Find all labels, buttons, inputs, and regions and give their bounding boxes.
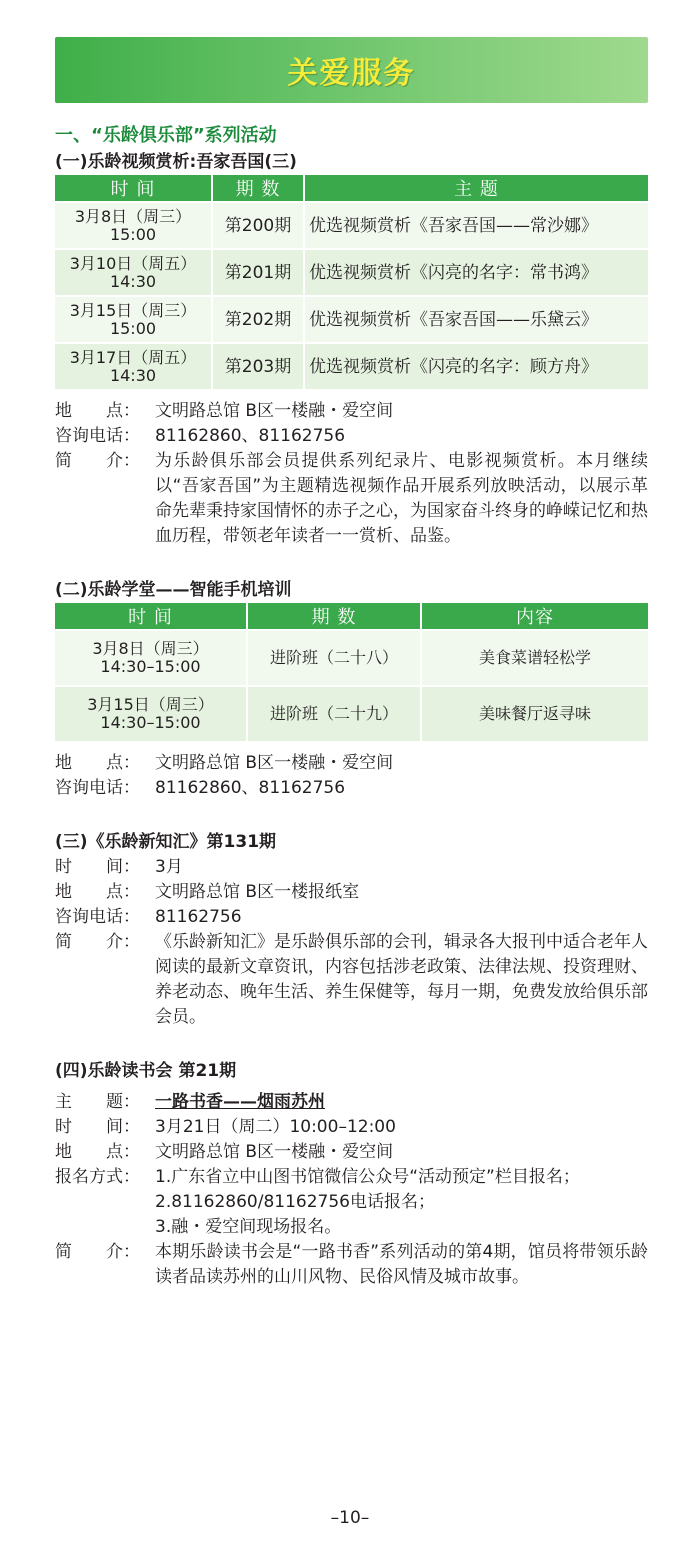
place-label: 地 点： <box>55 753 140 773</box>
signup-method-2: 2.81162860/81162756电话报名； <box>155 1192 436 1212</box>
table-header: 时 间 <box>55 175 212 202</box>
info-block-3 <box>55 855 648 1030</box>
intro-label: 简 介： <box>55 932 140 952</box>
table-cell-time: 3月15日（周三） 14:30–15:00 <box>55 686 247 741</box>
intro-label: 简 介： <box>55 451 140 471</box>
table-cell-time: 3月17日（周五） 14:30 <box>55 343 212 389</box>
table-row <box>55 249 648 296</box>
table-header: 期 数 <box>247 603 421 630</box>
place-value: 文明路总馆 B区一楼融・爱空间 <box>155 401 394 421</box>
table-row <box>55 686 648 741</box>
time-value: 3月21日（周二）10:00–12:00 <box>155 1117 396 1137</box>
signup-method-1: 1.广东省立中山图书馆微信公众号“活动预定”栏目报名； <box>155 1167 580 1187</box>
table-cell-time: 3月8日（周三） 15:00 <box>55 202 212 249</box>
signup-methods <box>155 1165 648 1240</box>
table-cell-issue: 第203期 <box>212 343 304 389</box>
table-header: 内容 <box>421 603 648 630</box>
table-cell-topic: 优选视频赏析《吾家吾国——常沙娜》 <box>304 202 648 249</box>
subsection-title-4: (四)乐龄读书会 第21期 <box>55 1061 237 1081</box>
phone-label: 咨询电话： <box>55 426 140 446</box>
table-row <box>55 630 648 686</box>
intro-label: 简 介： <box>55 1242 140 1262</box>
video-schedule-table <box>55 175 648 389</box>
banner-title: 关爱服务 <box>287 56 416 91</box>
table-header-row <box>55 175 648 202</box>
theme-value: 一路书香——烟雨苏州 <box>155 1092 325 1112</box>
intro-text: 本期乐龄读书会是“一路书香”系列活动的第4期，馆员将带领乐龄读者品读苏州的山川风物、民俗风情及城市故事。 <box>155 1242 648 1287</box>
time-label: 时 间： <box>55 857 140 877</box>
table-cell-topic: 优选视频赏析《吾家吾国——乐黛云》 <box>304 296 648 343</box>
table-cell-time: 3月15日（周三） 15:00 <box>55 296 212 343</box>
table-header: 主 题 <box>304 175 648 202</box>
intro-text: 《乐龄新知汇》是乐龄俱乐部的会刊，辑录各大报刊中适合老年人阅读的最新文章资讯，内容包括涉老政策、法律法规、投资理财、养老动态、晚年生活、养生保健等，每月一期，免费发放给俱乐部会员。 <box>155 932 648 1027</box>
signup-method-3: 3.融・爱空间现场报名。 <box>155 1217 342 1237</box>
subsection-title-2: (二)乐龄学堂——智能手机培训 <box>55 580 292 600</box>
place-value: 文明路总馆 B区一楼融・爱空间 <box>155 753 394 773</box>
place-value: 文明路总馆 B区一楼报纸室 <box>155 882 360 902</box>
signup-label: 报名方式： <box>55 1167 140 1187</box>
info-block-1 <box>55 399 648 549</box>
table-header-row <box>55 603 648 630</box>
table-cell-topic: 优选视频赏析《闪亮的名字：常书鸿》 <box>304 249 648 296</box>
section-title: 一、“乐龄俱乐部”系列活动 <box>55 125 277 146</box>
intro-text: 为乐龄俱乐部会员提供系列纪录片、电影视频赏析。本月继续以“吾家吾国”为主题精选视频作品开展系列放映活动，以展示革命先辈秉持家国情怀的赤子之心，为国家奋斗终身的峥嵘记忆和热血历程，带领老年读者一一赏析、品鉴。 <box>155 451 648 546</box>
place-value: 文明路总馆 B区一楼融・爱空间 <box>155 1142 394 1162</box>
page-content <box>55 37 648 1290</box>
table-cell-content: 美食菜谱轻松学 <box>421 630 648 686</box>
place-label: 地 点： <box>55 882 140 902</box>
training-schedule-table <box>55 603 648 741</box>
table-cell-content: 美味餐厅返寻味 <box>421 686 648 741</box>
table-row <box>55 202 648 249</box>
table-cell-issue: 第200期 <box>212 202 304 249</box>
table-cell-issue: 第202期 <box>212 296 304 343</box>
phone-value: 81162756 <box>155 907 242 927</box>
place-label: 地 点： <box>55 1142 140 1162</box>
subsection-title-1: (一)乐龄视频赏析:吾家吾国(三) <box>55 152 297 172</box>
table-cell-time: 3月8日（周三） 14:30–15:00 <box>55 630 247 686</box>
table-cell-topic: 优选视频赏析《闪亮的名字：顾方舟》 <box>304 343 648 389</box>
phone-value: 81162860、81162756 <box>155 426 346 446</box>
table-header: 期 数 <box>212 175 304 202</box>
section-banner <box>55 37 648 103</box>
subsection-title-3: (三)《乐龄新知汇》第131期 <box>55 832 277 852</box>
phone-label: 咨询电话： <box>55 907 140 927</box>
table-row <box>55 343 648 389</box>
table-row <box>55 296 648 343</box>
info-block-2 <box>55 751 648 801</box>
table-cell-issue: 进阶班（二十九） <box>247 686 421 741</box>
phone-value: 81162860、81162756 <box>155 778 346 798</box>
info-block-4 <box>55 1090 648 1290</box>
phone-label: 咨询电话： <box>55 778 140 798</box>
table-header: 时 间 <box>55 603 247 630</box>
theme-label: 主 题： <box>55 1092 140 1112</box>
table-cell-issue: 第201期 <box>212 249 304 296</box>
table-cell-issue: 进阶班（二十八） <box>247 630 421 686</box>
time-label: 时 间： <box>55 1117 140 1137</box>
table-cell-time: 3月10日（周五） 14:30 <box>55 249 212 296</box>
place-label: 地 点： <box>55 401 140 421</box>
time-value: 3月 <box>155 857 183 877</box>
page-number: –10– <box>330 1508 370 1528</box>
